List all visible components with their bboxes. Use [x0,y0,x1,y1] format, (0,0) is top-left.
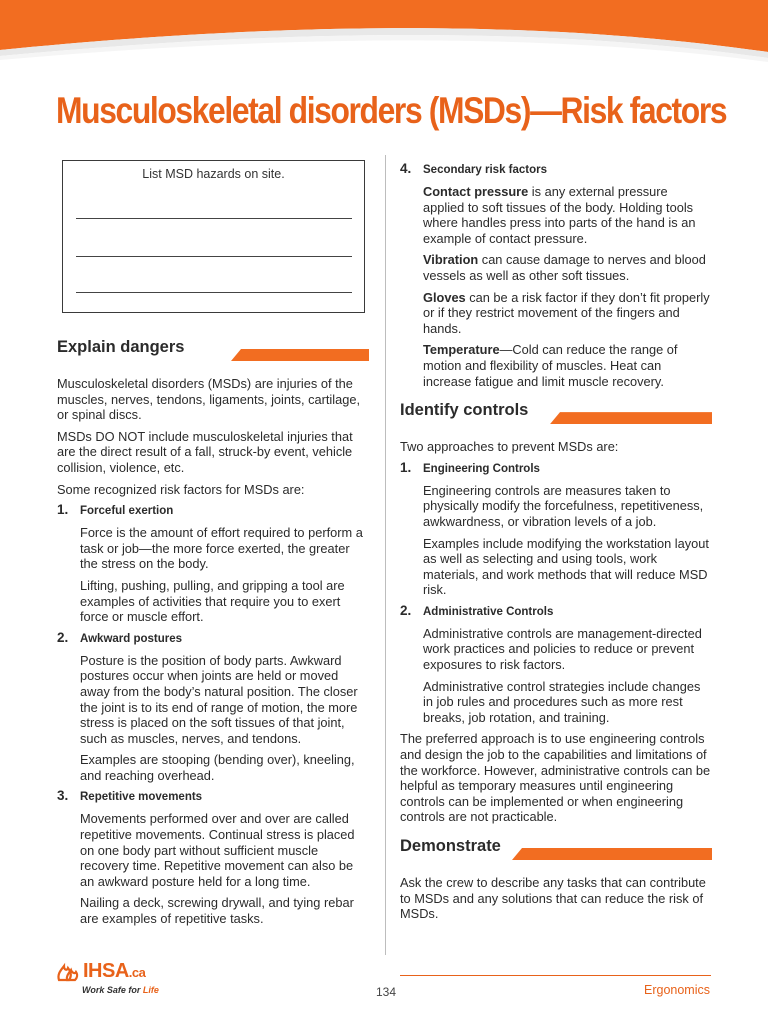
intro-paragraph-1: Musculoskeletal disorders (MSDs) are injuries of the muscles, nerves, tendons, ligaments, joints, cartilage, or spinal discs. [57,376,361,423]
risk-factor-2-para-1: Posture is the position of body parts. Awkward postures occur when joints are held or moved away from the body’s natural position. The closer the joint is to its end of range of motion, the more stress is placed on the soft tissues of that joint, such as muscles, nerves, and tendons. [80,652,358,746]
heading-accent-bar [512,848,712,860]
header-banner [0,0,768,90]
section-heading-identify-controls: Identify controls [400,401,712,427]
logo-wordmark: IHSA.ca [83,960,146,982]
hazard-box-caption: List MSD hazards on site. [142,167,285,181]
risk-factor-heading-3: 3. Repetitive movements [57,788,203,804]
logo-tagline: Work Safe for Life [82,985,159,995]
control-heading-2: 2. Administrative Controls [400,602,554,618]
hazard-line-3[interactable] [76,292,352,293]
page-number: 134 [376,985,397,999]
term-contact-pressure: Contact pressure is any external pressure applied to soft tissues of the body. Holding tools where handles press into parts of the hand is an example of contact pressure. [423,184,696,246]
demonstrate-paragraph: Ask the crew to describe any tasks that can contribute to MSDs and any solutions that can reduce the risk of MSDs. [400,875,706,922]
control-1-para-1: Engineering controls are measures taken to physically modify the forcefulness, repetitiveness, awkwardness, or vibration levels of a job. [423,482,704,529]
risk-factor-heading-2: 2. Awkward postures [57,629,183,645]
risk-factor-1-para-1: Force is the amount of effort required to perform a task or job—the more force exerted, the greater the stress on the body. [80,525,363,572]
section-heading-demonstrate: Demonstrate [400,837,712,863]
heading-accent-bar [550,412,712,424]
left-column [57,338,369,933]
page-title: Musculoskeletal disorders (MSDs)—Risk factors [56,90,727,131]
control-heading-1: 1. Engineering Controls [400,459,540,475]
intro-paragraph-2: MSDs DO NOT include musculoskeletal injuries that are the direct result of a fall, struck-by event, vehicle collision, violence, etc. [57,428,353,475]
identify-intro: Two approaches to prevent MSDs are: [400,439,619,455]
ihsa-logo[interactable] [55,958,175,1002]
preferred-approach-paragraph: The preferred approach is to use engineering controls and design the job to the capabilities and limitations of the workforce. However, administrative controls can be helpful as temporary measures until engineering controls can be implemented or when engineering controls are not practicable. [400,731,711,825]
term-gloves: Gloves can be a risk factor if they don’t fit properly or if they restrict movement of the fingers and hands. [423,289,710,336]
risk-factor-2-para-2: Examples are stooping (bending over), kneeling, and reaching overhead. [80,752,355,783]
section-heading-explain-dangers: Explain dangers [57,338,369,364]
control-1-para-2: Examples include modifying the workstation layout as well as selecting and using tools, work materials, and work methods that will reduce MSD risk. [423,535,709,598]
risk-factor-1-para-2: Lifting, pushing, pulling, and gripping a tool are examples of activities that require you to exert force or muscle effort. [80,577,345,625]
control-2-para-1: Administrative controls are management-directed work practices and policies to reduce or prevent exposures to risk factors. [423,625,702,673]
hazard-line-1[interactable] [76,218,352,219]
risk-factor-heading-4: 4. Secondary risk factors [400,161,548,176]
risk-factor-heading-1: 1. Forceful exertion [57,502,174,518]
ihsa-flame-icon [55,960,81,984]
control-2-para-2: Administrative control strategies include changes in job rules and procedures such as more rest breaks, job rotation, and training. [423,678,701,725]
term-vibration: Vibration can cause damage to nerves and blood vessels as well as other soft tissues. [423,252,706,283]
heading-accent-bar [231,349,369,361]
hazard-line-2[interactable] [76,256,352,257]
term-temperature: Temperature—Cold can reduce the range of motion and flexibility of muscles. Heat can increase fatigue and limit muscle recovery. [423,342,678,389]
intro-paragraph-3: Some recognized risk factors for MSDs are: [57,481,305,497]
right-column [400,160,712,928]
column-divider [385,155,386,955]
footer-rule [400,975,711,976]
risk-factor-3-para-2: Nailing a deck, screwing drywall, and tying rebar are examples of repetitive tasks. [80,895,354,927]
footer-category: Ergonomics [644,983,710,997]
hazard-list-box [62,160,365,313]
risk-factor-3-para-1: Movements performed over and over are called repetitive movements. Continual stress is placed on one body part without sufficient muscle recovery time. Repetitive movement can also be an awkward posture held for a long time. [80,811,355,889]
